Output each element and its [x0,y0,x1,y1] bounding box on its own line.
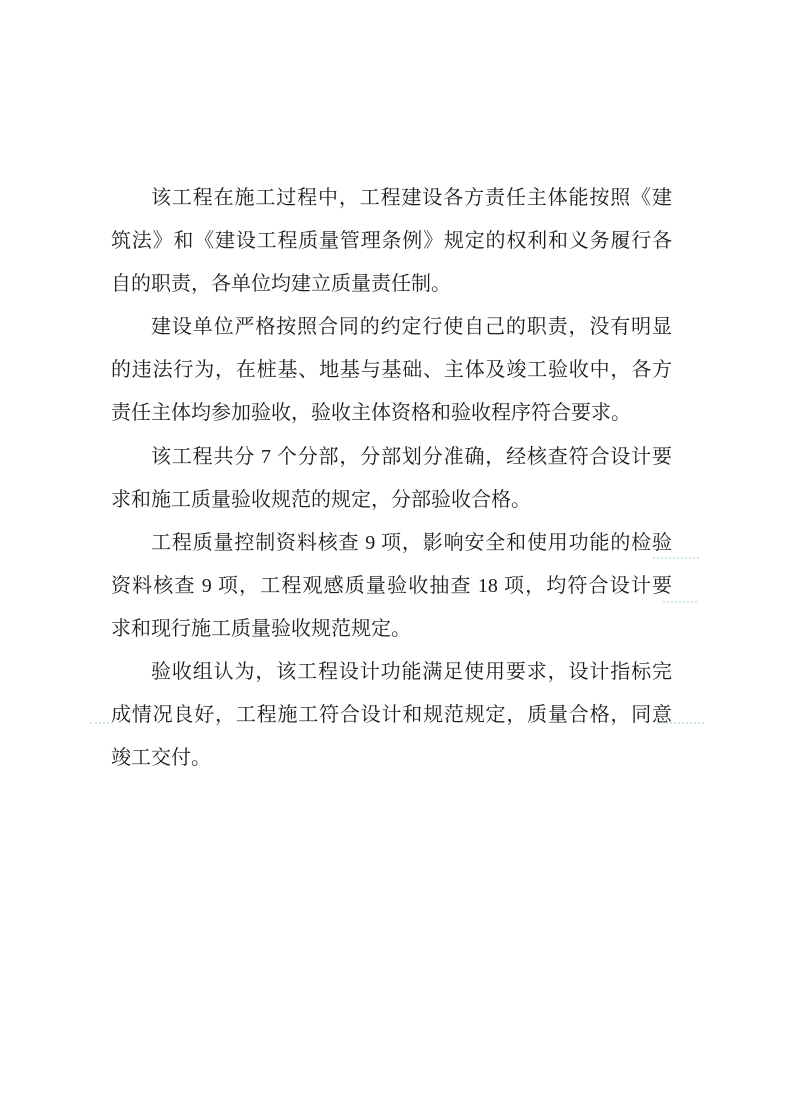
text-line: 资料核查 9 项，工程观感质量验收抽查 18 项，均符合设计要 [111,574,672,597]
text-paragraph [111,436,672,522]
text-line: 成情况良好，工程施工符合设计和规范规定，质量合格，同意 [111,704,672,727]
text-line: 自的职责，各单位均建立质量责任制。 [111,273,451,296]
text-line: 责任主体均参加验收，验收主体资格和验收程序符合要求。 [111,402,631,425]
text-line: 验收组认为，该工程设计功能满足使用要求，设计指标完 [151,661,672,684]
scan-artifact-dots [657,722,704,724]
text-paragraph [111,306,672,435]
document-text-block [111,177,672,780]
text-line: 筑法》和《建设工程质量管理条例》规定的权利和义务履行各 [111,230,672,253]
text-line: 求和施工质量验收规范的规定，分部验收合格。 [111,488,531,511]
text-paragraph [111,651,672,780]
text-line: 的违法行为，在桩基、地基与基础、主体及竣工验收中，各方 [111,359,672,382]
scan-artifact-dots [653,557,699,559]
scan-artifact-dots [663,601,697,603]
text-line: 工程质量控制资料核查 9 项，影响安全和使用功能的检验 [151,531,672,554]
text-line: 求和现行施工质量验收规范规定。 [111,617,411,640]
text-line: 该工程在施工过程中，工程建设各方责任主体能按照《建 [151,187,672,209]
text-paragraph [111,177,672,306]
text-paragraph [111,522,672,651]
text-line: 建设单位严格按照合同的约定行使自己的职责，没有明显 [151,316,672,339]
scan-artifact-dots [90,722,109,724]
text-line: 竣工交付。 [111,747,211,770]
text-line: 该工程共分 7 个分部，分部划分准确，经核查符合设计要 [151,445,672,468]
